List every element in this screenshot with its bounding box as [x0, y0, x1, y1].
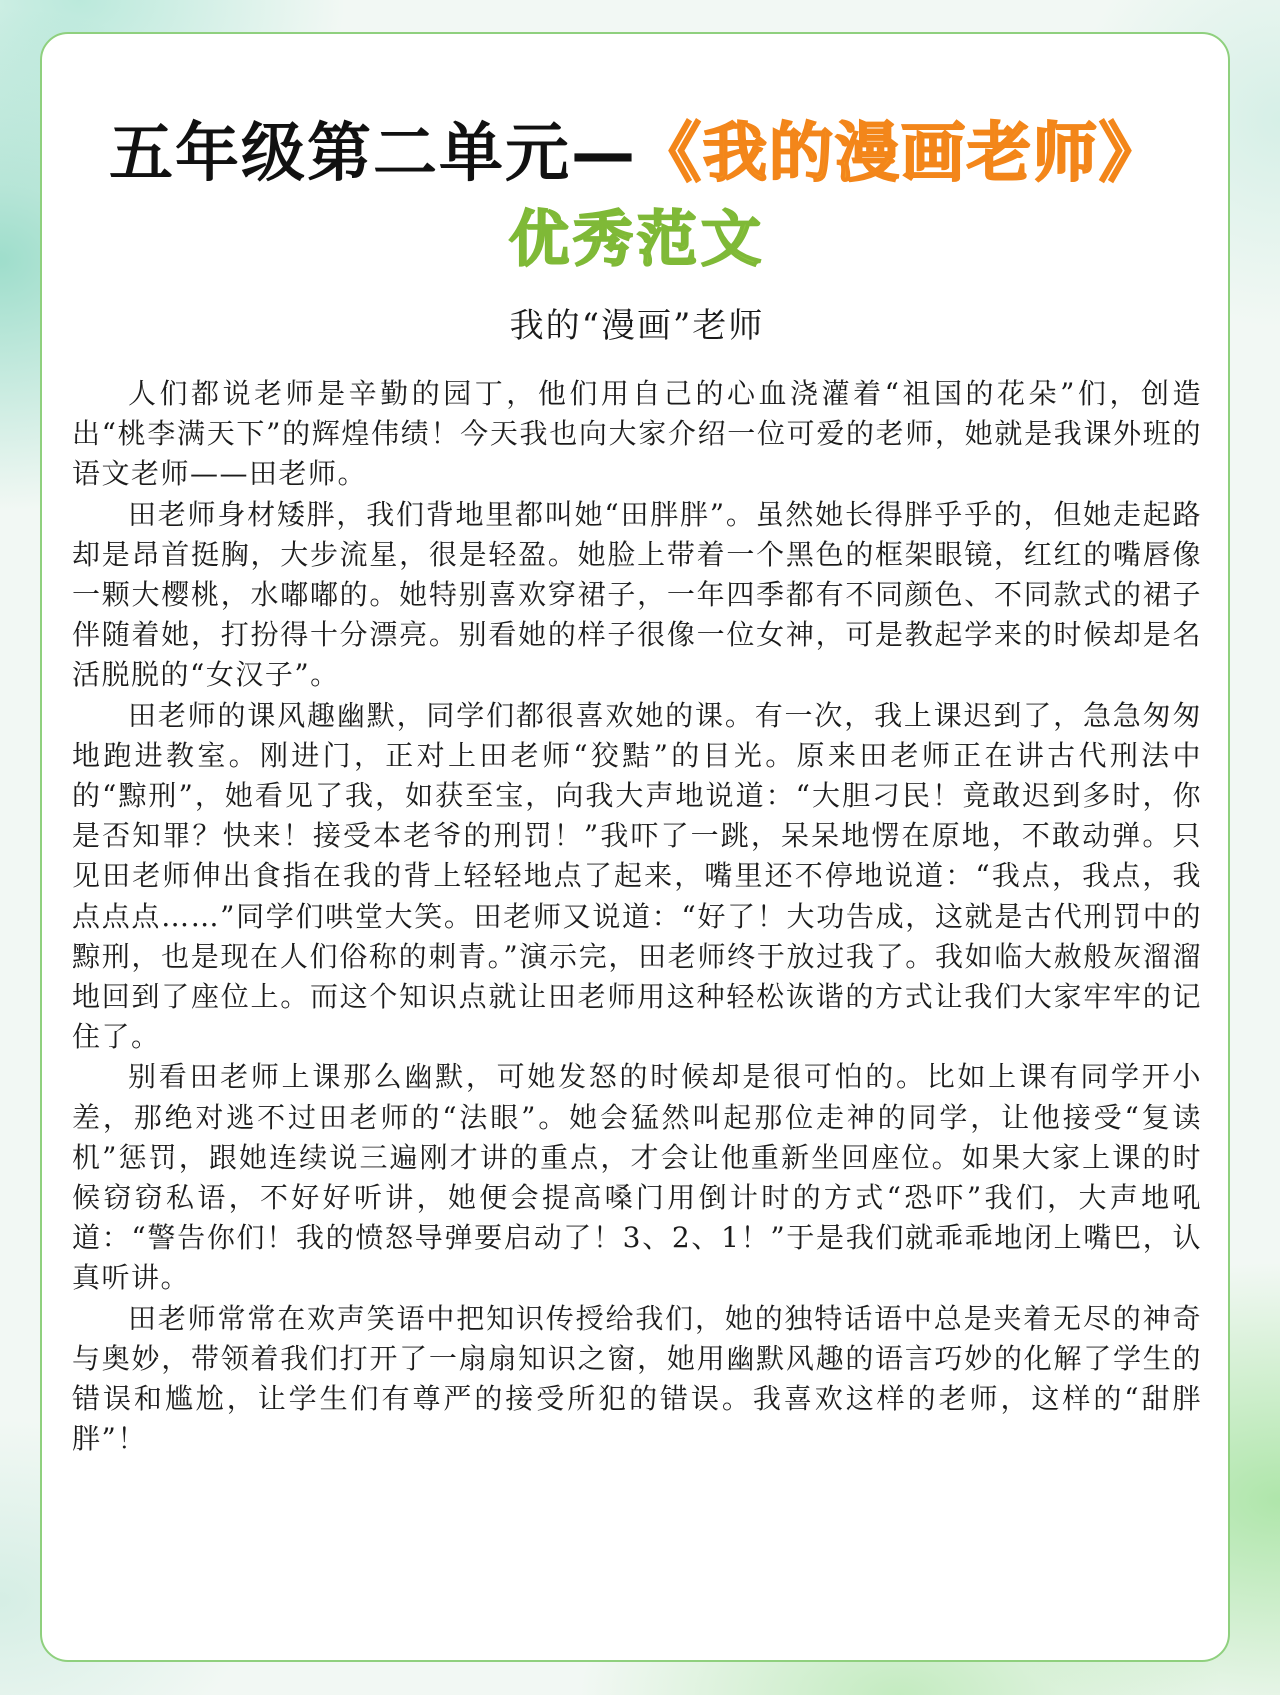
page-title-lesson-name: 《我的漫画老师》 — [637, 117, 1165, 191]
page-title-grade-unit: 五年级第二单元— — [109, 117, 637, 191]
essay-paragraph: 田老师的课风趣幽默，同学们都很喜欢她的课。有一次，我上课迟到了，急急匆匆地跑进教室。刚进门，正对上田老师“狡黠”的目光。原来田老师正在讲古代刑法中的“黥刑”，她看见了我，如获至宝，向我大声地说道：“大胆刁民！竟敢迟到多时，你是否知罪？快来！接受本老爷的刑罚！”我吓了一跳，呆呆地愣在原地，不敢动弹。只见田老师伸出食指在我的背上轻轻地点了起来，嘴里还不停地说道：“我点，我点，我点点点……”同学们哄堂大笑。田老师又说道：“好了！大功告成，这就是古代刑罚中的黥刑，也是现在人们俗称的刺青。”演示完，田老师终于放过我了。我如临大赦般灰溜溜地回到了座位上。而这个知识点就让田老师用这种轻松诙谐的方式让我们大家牢牢的记住了。 — [72, 698, 1202, 1054]
essay-title: 我的“漫画”老师 — [509, 306, 765, 346]
essay-paragraph: 田老师身材矮胖，我们背地里都叫她“田胖胖”。虽然她长得胖乎乎的，但她走起路却是昂首挺胸，大步流星，很是轻盈。她脸上带着一个黑色的框架眼镜，红红的嘴唇像一颗大樱桃，水嘟嘟的。她特别喜欢穿裙子，一年四季都有不同颜色、不同款式的裙子伴随着她，打扮得十分漂亮。别看她的样子很像一位女神，可是教起学来的时候却是名活脱脱的“女汉子”。 — [72, 497, 1202, 692]
page-title — [42, 114, 1232, 194]
essay-paragraph: 人们都说老师是辛勤的园丁，他们用自己的心血浇灌着“祖国的花朵”们，创造出“桃李满天下”的辉煌伟绩！今天我也向大家介绍一位可爱的老师，她就是我课外班的语文老师——田老师。 — [72, 377, 1202, 491]
document-card — [40, 32, 1230, 1662]
essay-paragraph: 别看田老师上课那么幽默，可她发怒的时候却是很可怕的。比如上课有同学开小差，那绝对逃不过田老师的“法眼”。她会猛然叫起那位走神的同学，让他接受“复读机”惩罚，跟她连续说三遍刚才讲的重点，才会让他重新坐回座位。如果大家上课的时候窃窃私语，不好好听讲，她便会提高嗓门用倒计时的方式“恐吓”我们，大声地吼道：“警告你们！我的愤怒导弹要启动了！3、2、1！”于是我们就乖乖地闭上嘴巴，认真听讲。 — [72, 1060, 1202, 1295]
essay-paragraph: 田老师常常在欢声笑语中把知识传授给我们，她的独特话语中总是夹着无尽的神奇与奥妙，带领着我们打开了一扇扇知识之窗，她用幽默风趣的语言巧妙的化解了学生的错误和尴尬，让学生们有尊严的接受所犯的错误。我喜欢这样的老师，这样的“甜胖胖”！ — [72, 1301, 1202, 1456]
page-subtitle: 优秀范文 — [509, 205, 765, 275]
essay-body — [72, 374, 1202, 1459]
